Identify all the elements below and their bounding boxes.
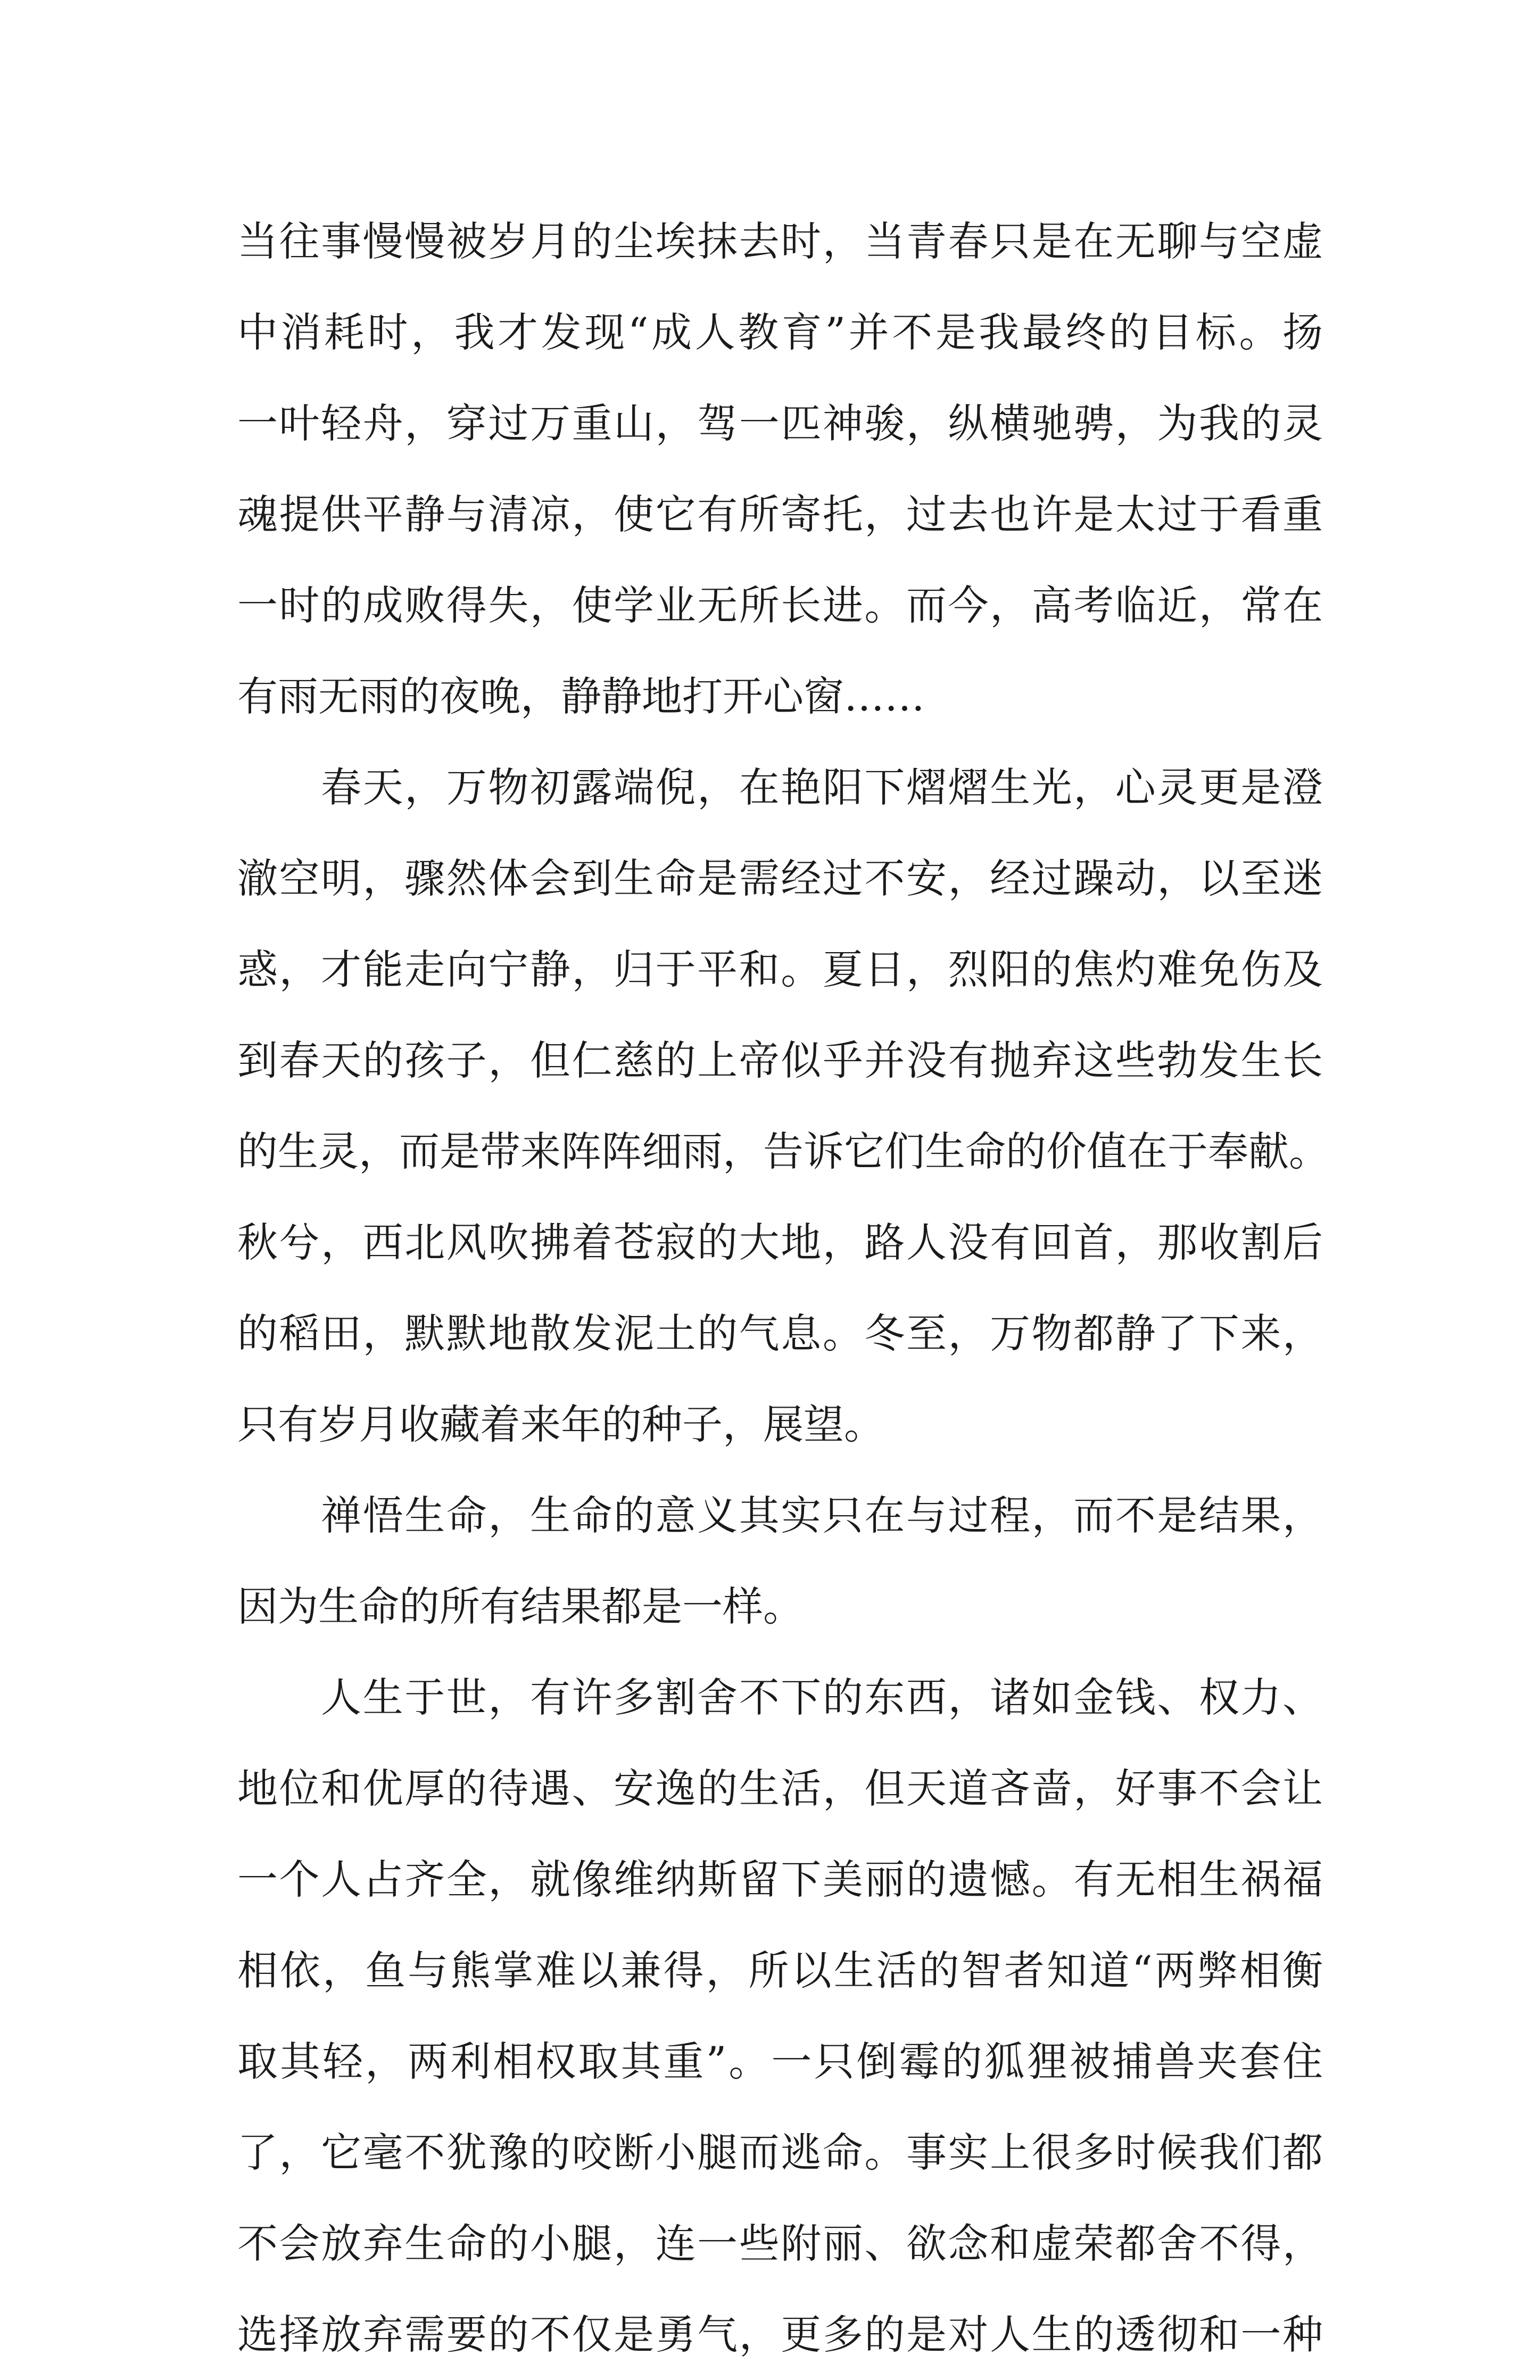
text-line: 取其轻，两利相权取其重”。一只倒霉的狐狸被捕兽夹套住 xyxy=(237,2038,1323,2085)
text-line: 中消耗时，我才发现“成人教育”并不是我最终的目标。扬 xyxy=(237,309,1323,356)
text-line: 的稻田，默默地散发泥土的气息。冬至，万物都静了下来， xyxy=(237,1310,1323,1357)
text-line: 魂提供平静与清凉，使它有所寄托，过去也许是太过于看重 xyxy=(237,491,1323,538)
text-line: 因为生命的所有结果都是一样。 xyxy=(237,1583,804,1630)
text-line: 选择放弃需要的不仅是勇气，更多的是对人生的透彻和一种 xyxy=(237,2311,1323,2358)
text-line: 不会放弃生命的小腿，连一些附丽、欲念和虚荣都舍不得， xyxy=(237,2220,1323,2267)
text-line: 惑，才能走向宁静，归于平和。夏日，烈阳的焦灼难免伤及 xyxy=(237,946,1323,993)
text-line: 了，它毫不犹豫的咬断小腿而逃命。事实上很多时候我们都 xyxy=(237,2129,1323,2176)
paragraph-2 xyxy=(237,742,1329,1470)
paragraph-4 xyxy=(237,1652,1323,2380)
text-line: 地位和优厚的待遇、安逸的生活，但天道吝啬，好事不会让 xyxy=(237,1765,1323,1812)
text-line: 禅悟生命，生命的意义其实只在与过程，而不是结果， xyxy=(237,1492,1323,1539)
text-line: 到春天的孩子，但仁慈的上帝似乎并没有抛弃这些勃发生长 xyxy=(237,1037,1323,1084)
text-line: 的生灵，而是带来阵阵细雨，告诉它们生命的价值在于奉献。 xyxy=(237,1128,1329,1175)
text-line: 有雨无雨的夜晚，静静地打开心窗…… xyxy=(237,673,925,720)
paragraph-1 xyxy=(237,196,1323,742)
text-line: 一叶轻舟，穿过万重山，驾一匹神骏，纵横驰骋，为我的灵 xyxy=(237,400,1323,447)
text-line: 人生于世，有许多割舍不下的东西，诸如金钱、权力、 xyxy=(237,1674,1323,1721)
text-line: 春天，万物初露端倪，在艳阳下熠熠生光，心灵更是澄 xyxy=(237,764,1323,811)
text-line: 澈空明，骤然体会到生命是需经过不安，经过躁动，以至迷 xyxy=(237,855,1323,902)
text-line: 只有岁月收藏着来年的种子，展望。 xyxy=(237,1401,884,1448)
paragraph-3 xyxy=(237,1470,1323,1652)
text-line: 一时的成败得失，使学业无所长进。而今，高考临近，常在 xyxy=(237,582,1323,629)
text-line: 一个人占齐全，就像维纳斯留下美丽的遗憾。有无相生祸福 xyxy=(237,1856,1323,1903)
text-line: 当往事慢慢被岁月的尘埃抹去时，当青春只是在无聊与空虚 xyxy=(237,218,1323,265)
text-line: 秋兮，西北风吹拂着苍寂的大地，路人没有回首，那收割后 xyxy=(237,1219,1323,1266)
text-line: 相依，鱼与熊掌难以兼得，所以生活的智者知道“两弊相衡 xyxy=(237,1947,1323,1994)
document-body xyxy=(237,196,1329,2380)
